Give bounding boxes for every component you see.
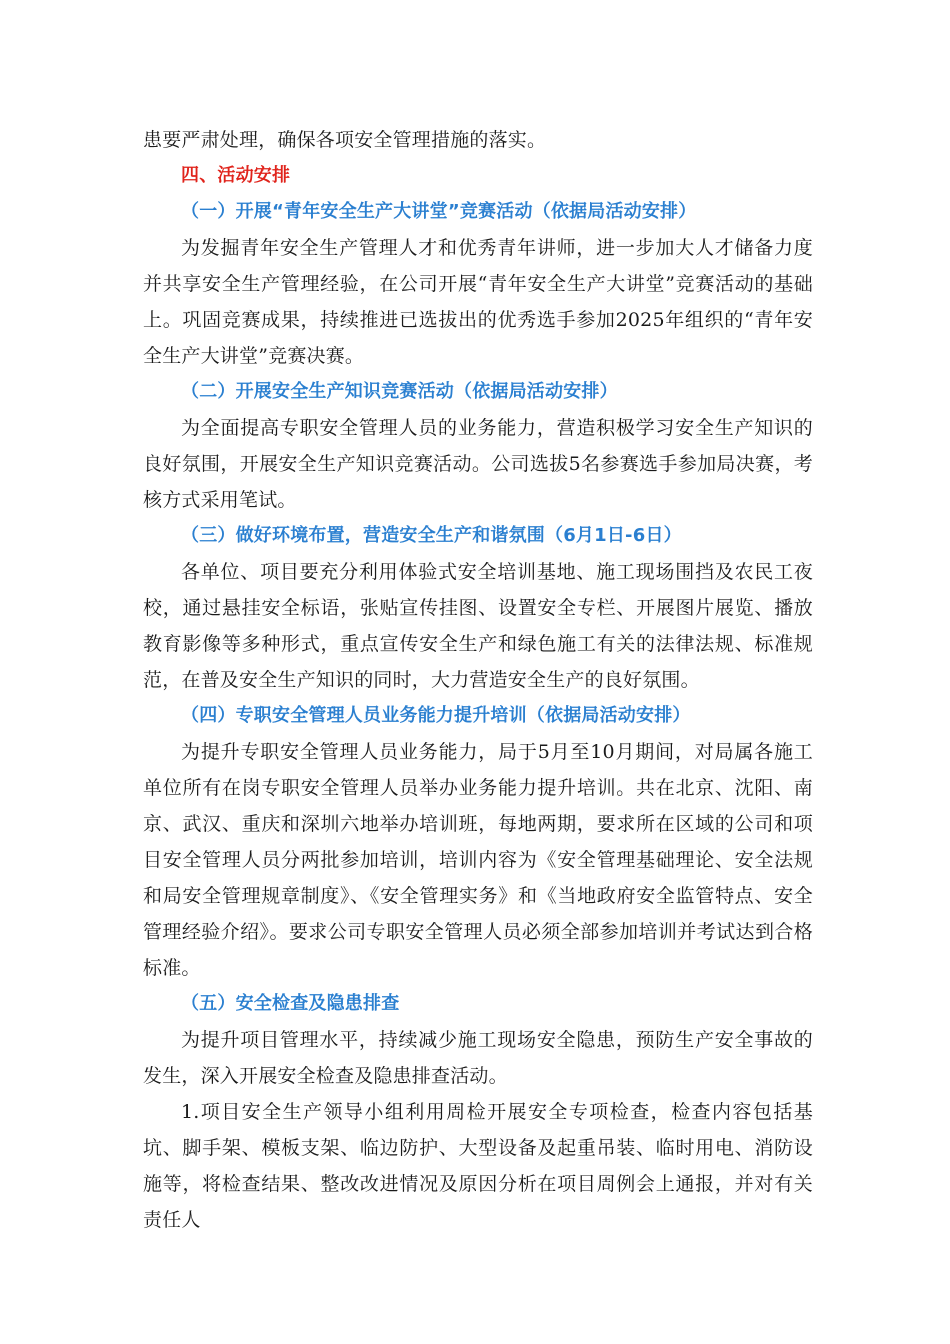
- paragraph-knowledge-contest: 为全面提高专职安全管理人员的业务能力，营造积极学习安全生产知识的良好氛围，开展安全生产知识竞赛活动。公司选拔5名参赛选手参加局决赛，考核方式采用笔试。: [143, 417, 813, 511]
- subheading-staff-training: （四）专职安全管理人员业务能力提升培训（依据局活动安排）: [181, 705, 691, 726]
- paragraph-continuation: 患要严肃处理，确保各项安全管理措施的落实。: [143, 129, 547, 151]
- section-heading-activity-arrangement: 四、活动安排: [181, 165, 291, 186]
- subheading-safety-inspection: （五）安全检查及隐患排查: [181, 993, 400, 1014]
- subheading-knowledge-contest: （二）开展安全生产知识竞赛活动（依据局活动安排）: [181, 381, 618, 402]
- paragraph-youth-lecture-contest: 为发掘青年安全生产管理人才和优秀青年讲师，进一步加大人才储备力度并共享安全生产管理经验，在公司开展“青年安全生产大讲堂”竞赛活动的基础上。巩固竞赛成果，持续推进已选拔出的优秀选手参加2025年组织的“青年安全生产大讲堂”竞赛决赛。: [143, 237, 813, 367]
- paragraph-weekly-inspection: 1.项目安全生产领导小组利用周检开展安全专项检查，检查内容包括基坑、脚手架、模板支架、临边防护、大型设备及起重吊装、临时用电、消防设施等，将检查结果、整改改进情况及原因分析在项目周例会上通报，并对有关责任人: [143, 1101, 813, 1231]
- paragraph-environment-layout: 各单位、项目要充分利用体验式安全培训基地、施工现场围挡及农民工夜校，通过悬挂安全标语，张贴宣传挂图、设置安全专栏、开展图片展览、播放教育影像等多种形式，重点宣传安全生产和绿色施工有关的法律法规、标准规范，在普及安全生产知识的同时，大力营造安全生产的良好氛围。: [143, 561, 813, 691]
- subheading-environment-layout: （三）做好环境布置，营造安全生产和谐氛围（6月1日-6日）: [181, 525, 682, 546]
- paragraph-safety-inspection: 为提升项目管理水平，持续减少施工现场安全隐患，预防生产安全事故的发生，深入开展安全检查及隐患排查活动。: [143, 1029, 813, 1087]
- subheading-youth-lecture-contest: （一）开展“青年安全生产大讲堂”竞赛活动（依据局活动安排）: [181, 201, 697, 222]
- paragraph-staff-training: 为提升专职安全管理人员业务能力，局于5月至10月期间，对局属各施工单位所有在岗专职安全管理人员举办业务能力提升培训。共在北京、沈阳、南京、武汉、重庆和深圳六地举办培训班，每地两期，要求所在区域的公司和项目安全管理人员分两批参加培训，培训内容为《安全管理基础理论、安全法规和局安全管理规章制度》、《安全管理实务》和《当地政府安全监管特点、安全管理经验介绍》。要求公司专职安全管理人员必须全部参加培训并考试达到合格标准。: [143, 741, 813, 979]
- document-body: [143, 122, 813, 1238]
